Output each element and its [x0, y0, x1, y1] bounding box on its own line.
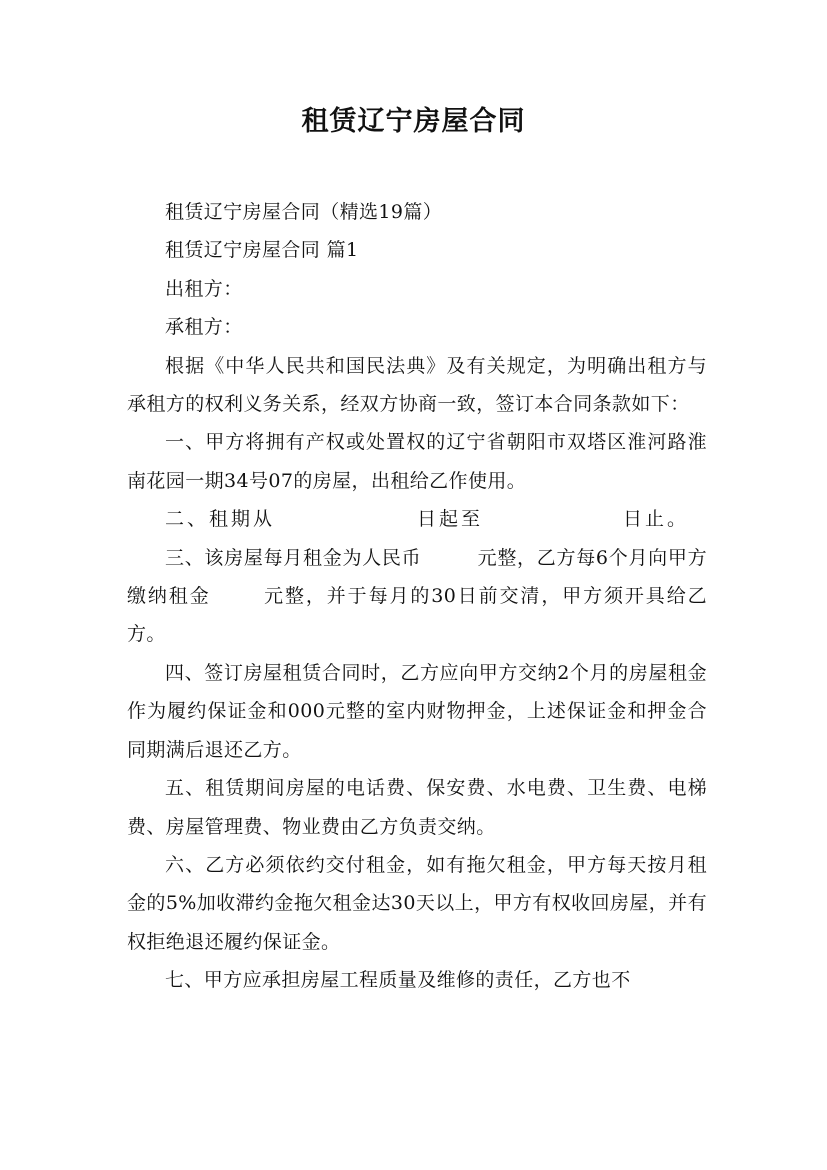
paragraph-clause-1: 一、甲方将拥有产权或处置权的辽宁省朝阳市双塔区淮河路淮南花园一期34号07的房屋，出租给乙作使用。 — [127, 431, 707, 492]
clause-3-part-3: 元整，并于每月的30日前交清，甲方须开具给乙方。 — [127, 585, 707, 646]
clause-3-part-1: 三、该房屋每月租金为人民币 — [165, 546, 422, 569]
paragraph-lessor: 出租方： — [165, 277, 243, 300]
paragraph-clause-6: 六、乙方必须依约交付租金，如有拖欠租金，甲方每天按月租金的5%加收滞约金拖欠租金达30天以上，甲方有权收回房屋，并有权拒绝退还履约保证金。 — [127, 853, 707, 953]
paragraph-lessee: 承租方： — [165, 316, 243, 339]
paragraph-clause-4: 四、签订房屋租赁合同时，乙方应向甲方交纳2个月的房屋租金作为履约保证金和000元整的室内财物押金，上述保证金和押金合同期满后退还乙方。 — [127, 661, 707, 761]
clause-2-part-3: 日止。 — [623, 508, 690, 531]
document-body — [127, 193, 707, 1000]
paragraph-preamble: 根据《中华人民共和国民法典》及有关规定，为明确出租方与承租方的权利义务关系，经双方协商一致，签订本合同条款如下： — [127, 354, 707, 416]
paragraph-subtitle: 租赁辽宁房屋合同（精选19篇） — [165, 201, 443, 223]
document-title: 租赁辽宁房屋合同 — [301, 106, 526, 137]
paragraph-clause-7: 七、甲方应承担房屋工程质量及维修的责任，乙方也不 — [165, 969, 631, 992]
paragraph-clause-3 — [127, 539, 707, 654]
clause-2-part-1: 二、租期从 — [165, 508, 276, 531]
paragraph-clause-5: 五、租赁期间房屋的电话费、保安费、水电费、卫生费、电梯费、房屋管理费、物业费由乙方负责交纳。 — [127, 777, 707, 838]
paragraph-section-heading: 租赁辽宁房屋合同 篇1 — [165, 239, 359, 262]
clause-3-part-2: 元整，乙方每6个月向甲方缴纳租金 — [127, 546, 707, 608]
paragraph-clause-2 — [127, 500, 707, 538]
clause-2-part-2: 日起至 — [417, 508, 484, 531]
